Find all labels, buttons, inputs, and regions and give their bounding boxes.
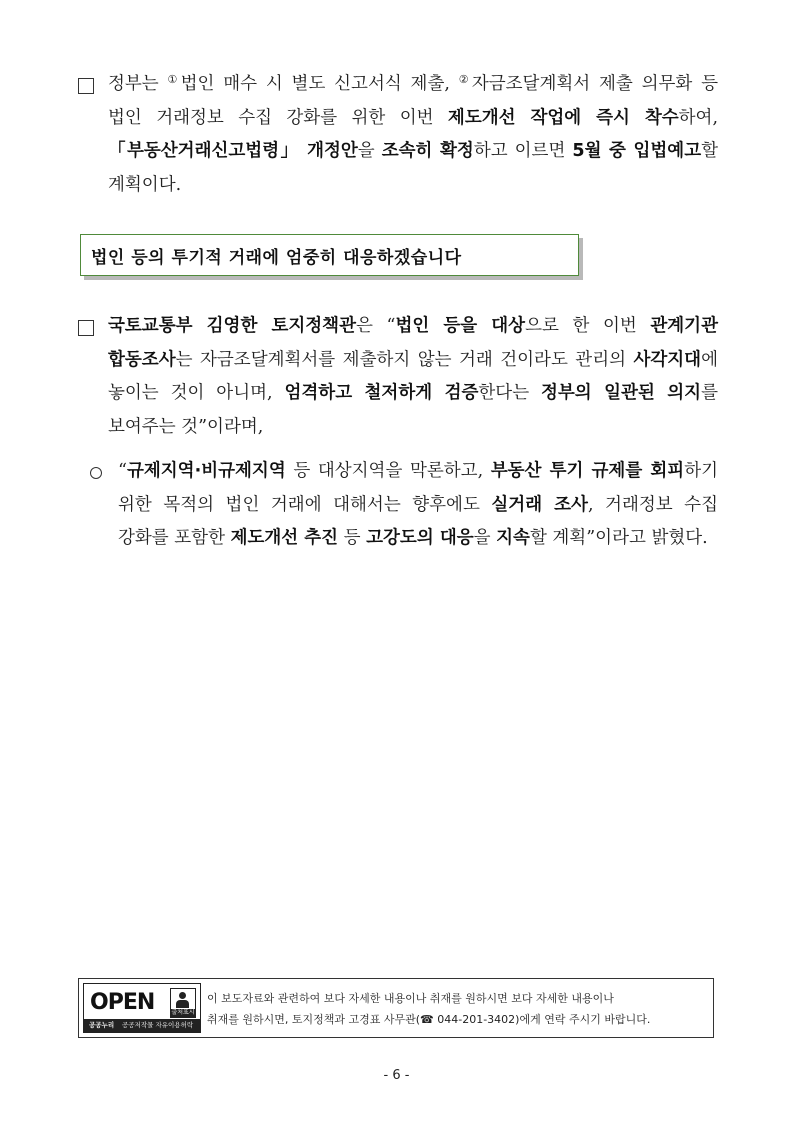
attribution-icon (170, 988, 196, 1018)
paragraph-2-text (108, 310, 718, 444)
contact-line-1: 이 보도자료와 관련하여 보다 자세한 내용이나 취재를 원하시면 보다 자세한 내용이나 (207, 992, 614, 1005)
kogl-open-logo (83, 983, 201, 1033)
attribution-badge-text: 출처표시 (171, 1009, 195, 1016)
text-run: 등 대상지역을 막론하고, (285, 461, 491, 481)
text-run: 정부는 (108, 74, 168, 94)
contact-footer-box (78, 978, 714, 1038)
paragraph-3-text (118, 455, 718, 556)
paragraph-3 (90, 455, 718, 556)
bold-text: 제도개선 작업에 즉시 착수 (447, 107, 679, 128)
text-run: 하여, (678, 107, 719, 128)
bold-text: 실거래 조사 (491, 494, 588, 515)
contact-line-2: 취재를 원하시면, 토지정책과 고경표 사무관(☎ 044-201-3402)에게 연락 주시기 바랍니다. (207, 1013, 651, 1026)
text-run: 하고 이르면 (473, 141, 573, 161)
section-heading-text: 법인 등의 투기적 거래에 엄중히 대응하겠습니다 (91, 248, 462, 268)
text-run: 에 놓이는 것이 아니며, (108, 349, 718, 403)
text-run: 한다는 (478, 383, 541, 403)
bold-text: 엄격하고 철저하게 검증 (284, 383, 479, 403)
text-run: 을 (357, 141, 382, 161)
text-run: 하기 위한 목적의 법인 거래에 대해서는 향후에도 (118, 461, 718, 515)
bold-text: 사각지대 (633, 349, 702, 370)
text-run: , 거래정보 수집 강화를 포함한 (118, 494, 718, 548)
section-heading (80, 234, 579, 276)
square-bullet-icon (78, 78, 94, 94)
logo-strip-label: 공공누리 (89, 1021, 115, 1029)
paragraph-2 (78, 310, 718, 444)
bold-text: 부동산 투기 규제를 회피 (490, 461, 685, 481)
logo-strip-desc: 공공저작물 자유이용허락 (122, 1021, 194, 1029)
square-bullet-icon (78, 320, 94, 336)
text-run: 자금조달계획서 제출 의무화 등 법인 거래정보 수집 강화를 위한 이번 (108, 74, 718, 128)
circle-bullet-icon (90, 467, 102, 479)
bold-text: 조속히 확정 (381, 141, 474, 161)
bold-text: 정부의 일관된 의지 (541, 383, 702, 403)
text-run: 할 계획”이라고 밝혔다. (529, 528, 708, 548)
circled-number-1: ① (167, 73, 181, 86)
paragraph-1-text (108, 68, 718, 202)
page-number: - 6 - (383, 1068, 410, 1083)
bold-text: 지속 (496, 528, 530, 548)
bold-text: 관계기관 합동조사 (108, 316, 718, 370)
bold-text: 국토교통부 김영한 토지정책관 (108, 316, 356, 336)
open-logo-text: OPEN (90, 990, 155, 1015)
text-run: “ (118, 461, 127, 481)
bold-text: 「부동산거래신고법령」 개정안 (108, 141, 358, 161)
text-run: 는 자금조달계획서를 제출하지 않는 거래 건이라도 관리의 (175, 349, 634, 370)
text-run: 을 (473, 528, 497, 548)
bold-text: 5월 중 입법예고 (572, 141, 702, 161)
text-run: 은 “ (356, 316, 396, 336)
text-run: 으로 한 이번 (525, 316, 651, 336)
bold-text: 법인 등을 대상 (395, 316, 526, 336)
paragraph-1 (78, 68, 718, 202)
bold-text: 규제지역·비규제지역 (126, 461, 286, 481)
bold-text: 고강도의 대응 (366, 528, 474, 548)
text-run: 할 계획이다. (108, 141, 719, 195)
circled-number-2: ② (458, 73, 472, 86)
bold-text: 제도개선 추진 (230, 528, 339, 548)
text-run: 를 보여주는 것”이라며, (108, 383, 718, 437)
contact-text (207, 988, 707, 1030)
text-run: 법인 매수 시 별도 신고서식 제출, (180, 74, 459, 94)
logo-strip (84, 1019, 200, 1032)
text-run: 등 (338, 528, 367, 548)
